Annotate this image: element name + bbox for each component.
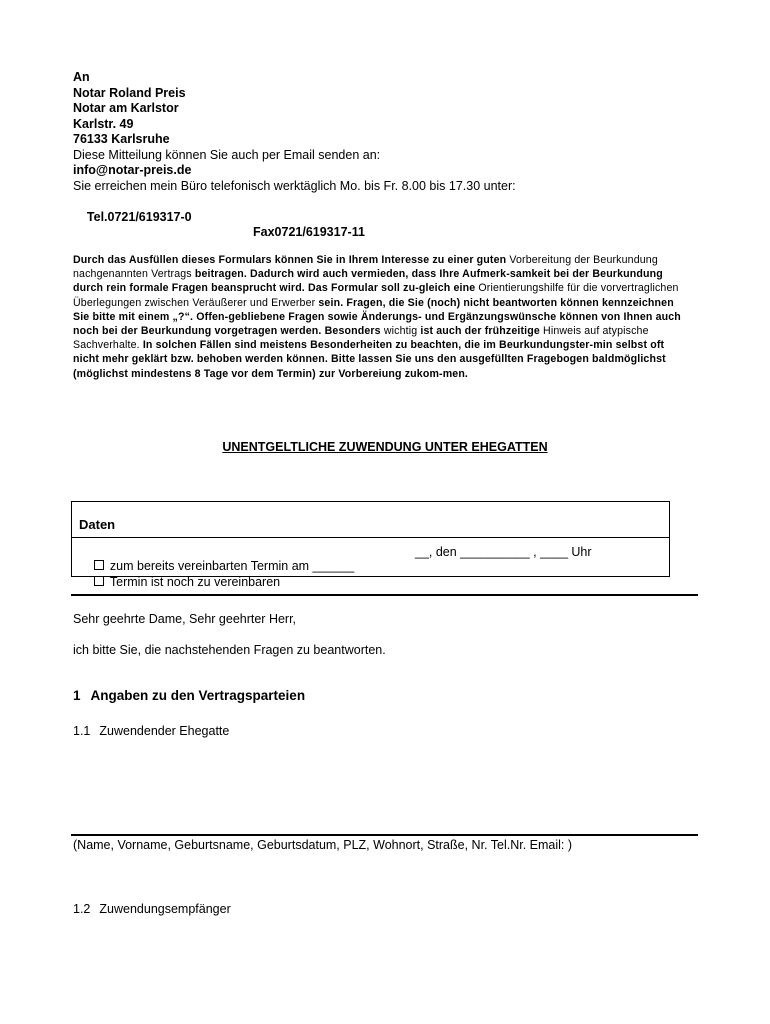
intro-text-8: Hinweis auf atypische Sachverhalte. bbox=[73, 325, 649, 352]
notary-office: Notar am Karlstor bbox=[73, 101, 179, 115]
appointment-box-divider bbox=[72, 537, 669, 538]
intro-text-7: ist auch der frühzeitige bbox=[420, 325, 540, 338]
appointment-box bbox=[71, 501, 670, 589]
appointment-box-label: Daten bbox=[79, 517, 116, 532]
phone-number: Tel.0721/619317-0 bbox=[86, 209, 192, 224]
checkbox-icon[interactable] bbox=[94, 576, 104, 586]
separator-rule bbox=[71, 594, 698, 596]
option-appointment-pending[interactable] bbox=[80, 561, 280, 603]
donor-entry-line[interactable] bbox=[71, 834, 698, 836]
notary-name: Notar Roland Preis bbox=[73, 85, 186, 100]
section-1-heading bbox=[73, 688, 305, 703]
section-1-1-number: 1.1 bbox=[73, 724, 91, 738]
donor-field-hint: (Name, Vorname, Geburtsname, Geburtsdatum, PLZ, Wohnort, Straße, Nr. Tel.Nr. Email: ) bbox=[73, 838, 573, 852]
section-1-title: Angaben zu den Vertragsparteien bbox=[90, 688, 306, 703]
section-1-1-heading bbox=[73, 724, 229, 738]
intro-text-6: wichtig bbox=[380, 325, 421, 338]
section-1-1-title: Zuwendender Ehegatte bbox=[99, 724, 230, 738]
section-1-2-heading bbox=[73, 902, 231, 916]
email-address: info@notar-preis.de bbox=[73, 163, 192, 177]
section-1-2-title: Zuwendungsempfänger bbox=[99, 902, 231, 916]
option-scheduled-label: zum bereits vereinbarten Termin am ______ bbox=[109, 559, 355, 573]
intro-text-9: In solchen Fällen sind meistens Besonderheiten zu beachten, die im Beurkundungster-min selbst oft nicht mehr geklärt bzw. behoben werden können. Bitte lassen Sie uns den ausgefüllten Fragebogen baldmöglichst (möglichst mindestens 8 Tage vor dem Termin) zur Vorbereiung zukom-men. bbox=[73, 339, 666, 380]
salutation: Sehr geehrte Dame, Sehr geehrter Herr, bbox=[73, 612, 297, 626]
intro-paragraph bbox=[73, 253, 693, 381]
intro-text-4: Orientierungshilfe für die vorvertraglichen Überlegungen zwischen Veräußerer und Erwerber bbox=[73, 282, 679, 309]
street-address: Karlstr. 49 bbox=[73, 116, 134, 131]
postal-city: 76133 Karlsruhe bbox=[73, 132, 170, 146]
email-note: Diese Mitteilung können Sie auch per Email senden an: bbox=[73, 147, 381, 162]
phone-note: Sie erreichen mein Büro telefonisch werktäglich Mo. bis Fr. 8.00 bis 17.30 unter: bbox=[73, 178, 516, 193]
intro-text-3: beitragen. Dadurch wird auch vermieden, dass Ihre Aufmerk-samkeit bei der Beurkundung durch rein formale Fragen beansprucht wird. Das Formular soll zu-gleich eine bbox=[73, 268, 663, 295]
intro-text-2: Vorbereitung der Beurkundung nachgenannten Vertrags bbox=[73, 254, 658, 281]
section-1-2-number: 1.2 bbox=[73, 902, 91, 916]
form-title: UNENTGELTLICHE ZUWENDUNG UNTER EHEGATTEN bbox=[222, 440, 548, 454]
option-pending-label: Termin ist noch zu vereinbaren bbox=[109, 575, 281, 589]
address-salutation: An bbox=[73, 70, 90, 84]
request-text: ich bitte Sie, die nachstehenden Fragen zu beantworten. bbox=[73, 643, 386, 657]
section-1-number: 1 bbox=[73, 688, 81, 703]
intro-text-1: Durch das Ausfüllen dieses Formulars können Sie in Ihrem Interesse zu einer guten bbox=[73, 254, 507, 266]
fax-number: Fax0721/619317-11 bbox=[253, 225, 365, 239]
contact-numbers bbox=[73, 194, 516, 256]
recipient-address-block bbox=[73, 70, 516, 256]
intro-text-5: sein. Fragen, die Sie (noch) nicht beantworten können kennzeichnen Sie bitte mit einem „?“. Offen-gebliebene Fragen sowie Änderungs- und Ergänzungswünsche können von Ihnen auch noch bei der Beurkundung vorgetragen werden. Besonders bbox=[73, 296, 681, 338]
appointment-date-time-blanks[interactable]: __, den __________ , ____ Uhr bbox=[415, 545, 592, 559]
